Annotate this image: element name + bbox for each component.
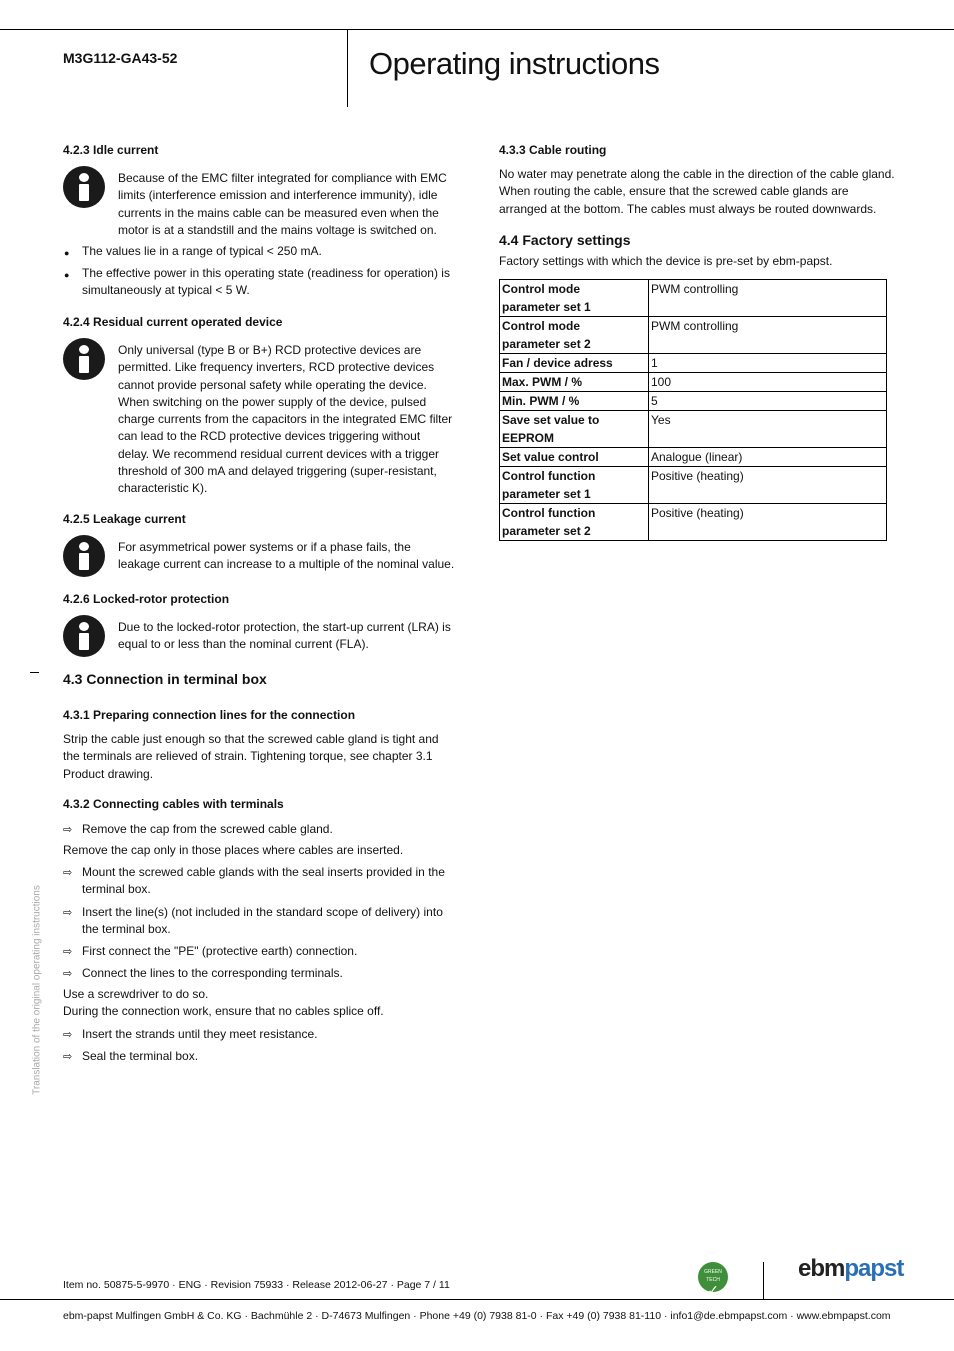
info-text-4-2-5: For asymmetrical power systems or if a phase fails, the leakage current can increase to a multiple of the nominal value.: [118, 540, 455, 572]
setting-value: PWM controlling: [649, 317, 887, 354]
info-text-4-2-6: Due to the locked-rotor protection, the start-up current (LRA) is equal to or less than the nominal current (FLA).: [118, 620, 451, 652]
heading-4-4: 4.4 Factory settings: [499, 232, 631, 248]
bullet-icon: ●: [64, 270, 70, 280]
note-text: Remove the cap only in those places where cables are inserted.: [63, 843, 404, 857]
arrow-icon: ⇨: [63, 867, 73, 879]
setting-name: Set value control: [500, 448, 649, 467]
arrow-icon: ⇨: [63, 824, 73, 836]
heading-4-3-3: 4.3.3 Cable routing: [499, 143, 607, 157]
note-text: Use a screwdriver to do so. During the connection work, ensure that no cables splice off.: [63, 987, 384, 1019]
info-icon: [63, 166, 105, 208]
setting-value: Positive (heating): [649, 467, 887, 504]
setting-name: Control function parameter set 2: [500, 504, 649, 541]
bullet-icon: ●: [64, 248, 70, 258]
table-row: [500, 411, 887, 448]
arrow-icon: ⇨: [63, 907, 73, 919]
table-row: [500, 448, 887, 467]
side-note: Translation of the original operating instructions: [31, 885, 43, 1095]
setting-name: Control function parameter set 1: [500, 467, 649, 504]
model-number: M3G112-GA43-52: [63, 50, 178, 66]
setting-name: Max. PWM / %: [500, 373, 649, 392]
step-item: Insert the strands until they meet resistance.: [82, 1027, 318, 1041]
setting-value: Yes: [649, 411, 887, 448]
setting-value: 1: [649, 354, 887, 373]
check-icon: ✓: [707, 1282, 719, 1298]
heading-4-2-3: 4.2.3 Idle current: [63, 143, 159, 157]
margin-mark: [30, 672, 39, 673]
setting-name: Control mode parameter set 2: [500, 317, 649, 354]
info-text-4-2-3: Because of the EMC filter integrated for compliance with EMC limits (interference emission and interference immunity), idle currents in the mains cable can be measured even when the motor is at a standstill and the mains voltage is switched on.: [118, 171, 447, 237]
step-item: Seal the terminal box.: [82, 1049, 199, 1063]
text-4-3-1: Strip the cable just enough so that the screwed cable gland is tight and the terminals are relieved of strain. Tightening torque, see chapter 3.1 Product drawing.: [63, 732, 439, 781]
bullet-item: The values lie in a range of typical < 250 mA.: [82, 244, 322, 258]
setting-name: Min. PWM / %: [500, 392, 649, 411]
info-text-4-2-4: Only universal (type B or B+) RCD protective devices are permitted. Like frequency inverters, RCD protective devices cannot provide personal safety while operating the device. When switching on the power supply of the device, pulsed charge currents from the capacitors in the integrated EMC filter can lead to the RCD protective devices triggering without delay. We recommend residual current devices with a trigger threshold of 300 mA and delayed triggering (super-resistant, characteristic K).: [118, 343, 453, 496]
logo-divider: [763, 1262, 764, 1300]
table-row: [500, 280, 887, 317]
heading-4-2-4: 4.2.4 Residual current operated device: [63, 315, 283, 329]
info-icon: [63, 338, 105, 380]
heading-4-2-6: 4.2.6 Locked-rotor protection: [63, 592, 230, 606]
header-divider: [347, 29, 348, 107]
heading-4-3: 4.3 Connection in terminal box: [63, 671, 267, 687]
table-row: [500, 467, 887, 504]
heading-4-2-5: 4.2.5 Leakage current: [63, 512, 186, 526]
setting-name: Save set value to EEPROM: [500, 411, 649, 448]
table-row: [500, 373, 887, 392]
company-info: ebm-papst Mulfingen GmbH & Co. KG · Bachmühle 2 · D-74673 Mulfingen · Phone +49 (0) 7938 81-0 · Fax +49 (0) 7938 81-110 · info1@de.ebmpapst.com · www.ebmpapst.com: [63, 1310, 891, 1322]
step-item: First connect the "PE" (protective earth) connection.: [82, 944, 358, 958]
arrow-icon: ⇨: [63, 1029, 73, 1041]
item-info: Item no. 50875-5-9970 · ENG · Revision 75933 · Release 2012-06-27 · Page 7 / 11: [63, 1279, 450, 1291]
text-4-3-3: No water may penetrate along the cable in the direction of the cable gland. When routing the cable, ensure that the screwed cable glands are arranged at the bottom. The cables must always be routed downwards.: [499, 167, 895, 216]
setting-value: 5: [649, 392, 887, 411]
factory-intro: Factory settings with which the device is pre-set by ebm-papst.: [499, 254, 833, 268]
factory-settings-table: [499, 279, 887, 541]
bullet-item: The effective power in this operating state (readiness for operation) is simultaneously at typical < 5 W.: [82, 266, 450, 298]
green-tech-badge: GREEN TECH ✓: [698, 1262, 728, 1292]
arrow-icon: ⇨: [63, 1051, 73, 1063]
table-row: [500, 392, 887, 411]
arrow-icon: ⇨: [63, 968, 73, 980]
header-top-rule: [0, 29, 954, 30]
ebmpapst-logo: ebmpapst: [798, 1255, 904, 1282]
heading-4-3-2: 4.3.2 Connecting cables with terminals: [63, 797, 284, 811]
footer-rule: [0, 1299, 954, 1300]
setting-value: Analogue (linear): [649, 448, 887, 467]
table-row: [500, 317, 887, 354]
page-title: Operating instructions: [369, 46, 660, 81]
table-row: [500, 504, 887, 541]
setting-name: Control mode parameter set 1: [500, 280, 649, 317]
step-item: Connect the lines to the corresponding terminals.: [82, 966, 343, 980]
table-row: [500, 354, 887, 373]
setting-value: Positive (heating): [649, 504, 887, 541]
step-item: Insert the line(s) (not included in the standard scope of delivery) into the terminal box.: [82, 905, 443, 937]
setting-name: Fan / device adress: [500, 354, 649, 373]
step-item: Remove the cap from the screwed cable gland.: [82, 822, 333, 836]
heading-4-3-1: 4.3.1 Preparing connection lines for the connection: [63, 708, 356, 722]
step-item: Mount the screwed cable glands with the seal inserts provided in the terminal box.: [82, 865, 445, 897]
setting-value: PWM controlling: [649, 280, 887, 317]
info-icon: [63, 615, 105, 657]
setting-value: 100: [649, 373, 887, 392]
arrow-icon: ⇨: [63, 946, 73, 958]
info-icon: [63, 535, 105, 577]
